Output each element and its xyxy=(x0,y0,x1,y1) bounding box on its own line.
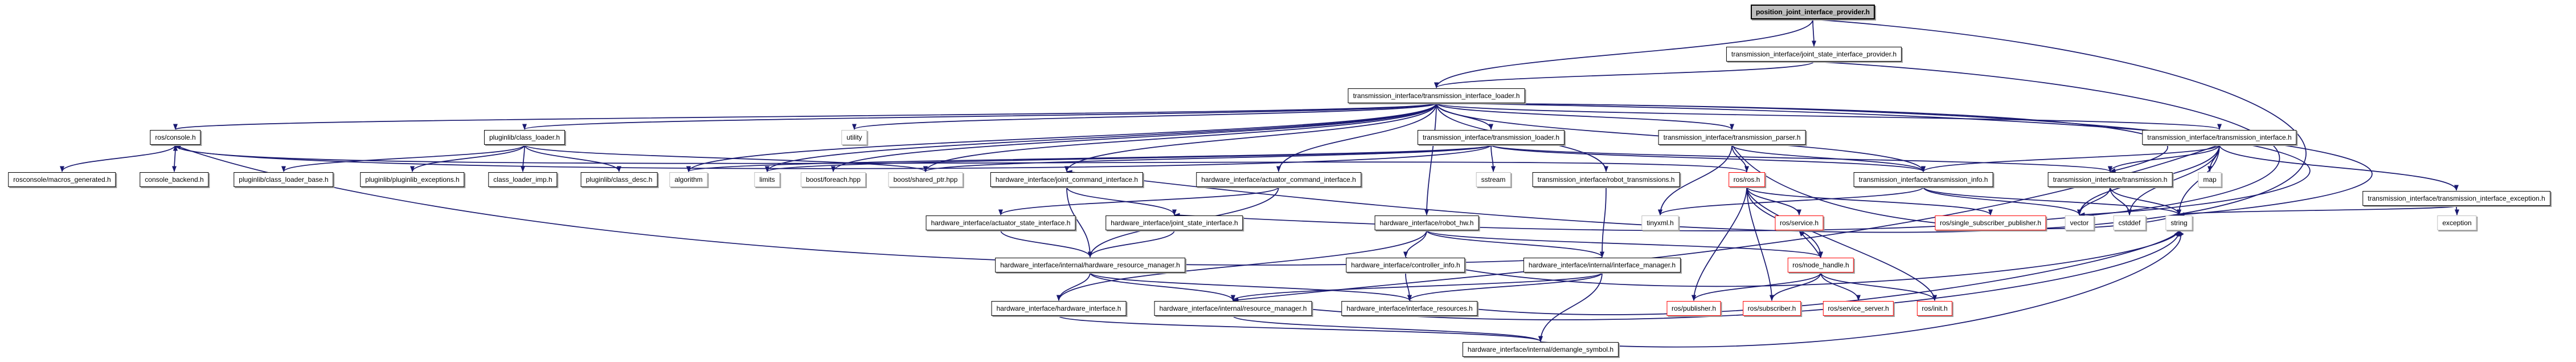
node-algorithm[interactable]: algorithm xyxy=(669,172,707,187)
node-class-loader[interactable]: pluginlib/class_loader.h xyxy=(484,130,565,145)
node-actuator-state[interactable]: hardware_interface/actuator_state_interface.h xyxy=(926,215,1076,230)
node-robot-hw[interactable]: hardware_interface/robot_hw.h xyxy=(1375,215,1479,230)
node-vector[interactable]: vector xyxy=(2065,215,2094,230)
node-act-cmd[interactable]: hardware_interface/actuator_command_interface.h xyxy=(1196,172,1361,187)
node-pjip[interactable]: position_joint_interface_provider.h xyxy=(1751,5,1875,19)
node-service-server[interactable]: ros/service_server.h xyxy=(1823,301,1894,316)
edge-pjip-to-joint-cmd xyxy=(1067,19,2306,233)
node-limits[interactable]: limits xyxy=(754,172,780,187)
edge-actuator-state-to-hrm xyxy=(1001,230,1090,257)
edge-pjip-to-jsip xyxy=(1813,19,1814,46)
node-publisher[interactable]: ros/publisher.h xyxy=(1666,301,1721,316)
edge-class-loader-to-pex xyxy=(412,145,525,172)
node-t-info[interactable]: transmission_interface/transmission_info.h xyxy=(1854,172,1993,187)
edge-node-handle-to-service-server xyxy=(1821,272,1858,300)
edge-t-iface-to-t-info xyxy=(1923,145,2219,172)
node-cdesc[interactable]: pluginlib/class_desc.h xyxy=(581,172,658,187)
node-ros-ros[interactable]: ros/ros.h xyxy=(1729,172,1765,187)
edge-t-iface-to-exception-h xyxy=(2219,145,2456,190)
edge-exception-h-to-string xyxy=(2179,206,2456,215)
node-pex[interactable]: pluginlib/pluginlib_exceptions.h xyxy=(360,172,464,187)
node-hw-iface[interactable]: hardware_interface/hardware_interface.h xyxy=(992,301,1127,316)
node-til[interactable]: transmission_interface/transmission_interface_loader.h xyxy=(1348,88,1525,103)
node-utility[interactable]: utility xyxy=(841,130,867,145)
node-string[interactable]: string xyxy=(2165,215,2192,230)
edge-t-info-to-tinyxml xyxy=(1660,187,1923,215)
edge-class-loader-to-clb xyxy=(284,145,525,172)
edge-demangle-to-string xyxy=(1541,231,2181,347)
node-interface-manager[interactable]: hardware_interface/internal/interface_manager.h xyxy=(1524,258,1681,272)
edge-til-to-robot-hw xyxy=(1427,103,1436,215)
edge-t-loader-to-transmission xyxy=(1491,145,2110,172)
node-resource-manager[interactable]: hardware_interface/internal/resource_manager.h xyxy=(1154,301,1312,316)
node-t-iface[interactable]: transmission_interface/transmission_interface.h xyxy=(2142,130,2296,145)
node-subscriber[interactable]: ros/subscriber.h xyxy=(1743,301,1801,316)
node-shared-ptr[interactable]: boost/shared_ptr.hpp xyxy=(888,172,963,187)
node-interface-resources[interactable]: hardware_interface/interface_resources.h xyxy=(1341,301,1477,316)
node-init[interactable]: ros/init.h xyxy=(1917,301,1952,316)
edge-til-to-vector xyxy=(1436,103,2310,215)
node-service[interactable]: ros/service.h xyxy=(1775,215,1823,230)
node-joint-state[interactable]: hardware_interface/joint_state_interface.h xyxy=(1105,215,1243,230)
edge-robot-hw-to-interface-manager xyxy=(1427,230,1602,257)
node-hrm[interactable]: hardware_interface/internal/hardware_resource_manager.h xyxy=(995,258,1185,272)
edge-interface-manager-to-interface-resources xyxy=(1410,272,1602,300)
edge-jsip-to-til xyxy=(1436,62,1814,88)
edge-console-to-macros xyxy=(62,145,175,172)
edge-resource-manager-to-demangle xyxy=(1233,316,1541,341)
edge-robot-hw-to-controller-info xyxy=(1406,230,1427,257)
edge-robot-hw-to-node-handle xyxy=(1427,230,1821,257)
edge-exception-h-to-exception xyxy=(2456,206,2457,215)
node-exception-h[interactable]: transmission_interface/transmission_interface_exception.h xyxy=(2362,191,2550,206)
edge-transmission-to-vector xyxy=(2079,187,2110,215)
edge-class-loader-to-cli xyxy=(523,145,525,172)
node-joint-cmd[interactable]: hardware_interface/joint_command_interface.h xyxy=(990,172,1143,187)
edge-til-to-t-parser xyxy=(1436,103,1732,129)
node-demangle[interactable]: hardware_interface/internal/demangle_symbol.h xyxy=(1463,342,1619,357)
edge-hrm-to-hw-iface xyxy=(1059,272,1090,300)
node-foreach[interactable]: boost/foreach.hpp xyxy=(801,172,866,187)
edge-joint-cmd-to-joint-state xyxy=(1067,187,1174,215)
node-console[interactable]: ros/console.h xyxy=(150,130,200,145)
node-jsip[interactable]: transmission_interface/joint_state_interface_provider.h xyxy=(1726,47,1902,62)
node-tinyxml[interactable]: tinyxml.h xyxy=(1641,215,1678,230)
node-map[interactable]: map xyxy=(2198,172,2221,187)
node-exception[interactable]: exception xyxy=(2437,215,2476,230)
edge-til-to-console xyxy=(175,103,1436,129)
edge-til-to-string xyxy=(1436,103,2372,215)
edge-node-handle-to-init xyxy=(1821,272,1935,300)
edge-t-loader-to-t-info xyxy=(1491,145,1923,172)
node-t-loader[interactable]: transmission_interface/transmission_loader.h xyxy=(1418,130,1565,145)
node-controller-info[interactable]: hardware_interface/controller_info.h xyxy=(1346,258,1465,272)
edge-t-loader-to-sstream xyxy=(1491,145,1493,172)
node-robot-trans[interactable]: transmission_interface/robot_transmissions.h xyxy=(1533,172,1680,187)
node-t-parser[interactable]: transmission_interface/transmission_parser.h xyxy=(1658,130,1806,145)
node-sstream[interactable]: sstream xyxy=(1476,172,1511,187)
node-macros[interactable]: rosconsole/macros_generated.h xyxy=(8,172,116,187)
edge-console-to-console-backend xyxy=(174,145,175,172)
node-cli[interactable]: class_loader_imp.h xyxy=(488,172,557,187)
edge-joint-state-to-hrm xyxy=(1090,230,1174,257)
edge-jsip-to-joint-state xyxy=(1174,62,2279,231)
node-single-sub[interactable]: ros/single_subscriber_publisher.h xyxy=(1935,215,2046,230)
edge-til-to-class-loader xyxy=(525,103,1436,129)
node-cstddef[interactable]: cstddef xyxy=(2114,215,2146,230)
node-transmission[interactable]: transmission_interface/transmission.h xyxy=(2048,172,2173,187)
edge-hrm-to-resource-manager xyxy=(1090,272,1233,300)
node-node-handle[interactable]: ros/node_handle.h xyxy=(1788,258,1854,272)
edge-node-handle-to-subscriber xyxy=(1772,272,1821,300)
node-clb[interactable]: pluginlib/class_loader_base.h xyxy=(234,172,333,187)
edge-til-to-utility xyxy=(854,103,1436,129)
edge-hw-iface-to-demangle xyxy=(1059,316,1541,341)
node-console-backend[interactable]: console_backend.h xyxy=(140,172,208,187)
